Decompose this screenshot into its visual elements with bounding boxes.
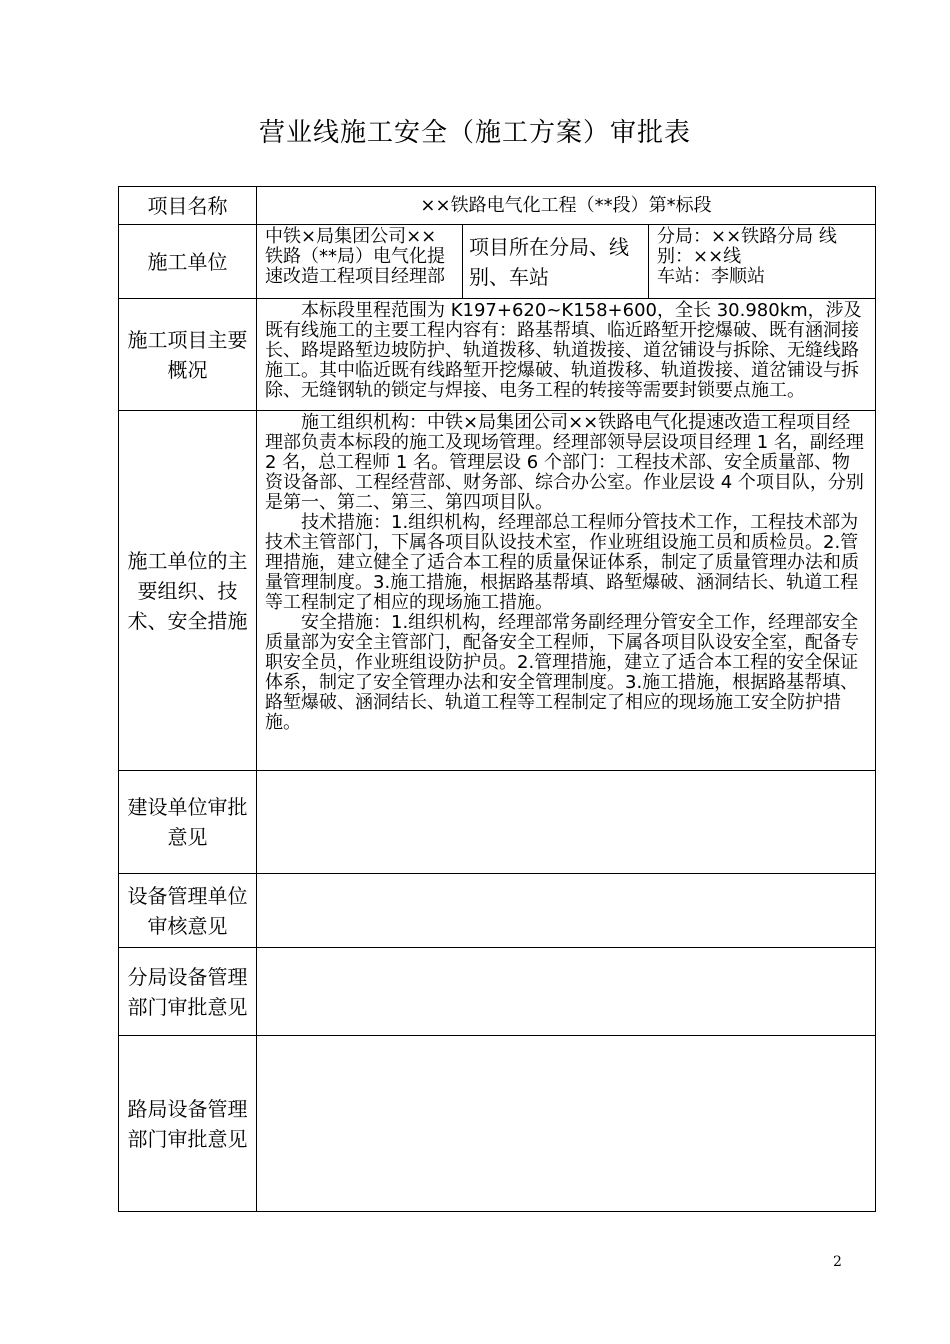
project-name-value: ××铁路电气化工程（**段）第*标段 [257,187,876,225]
row-overview [119,299,876,411]
row-measures [119,411,876,771]
measures-text [257,411,876,771]
row-bureau-approval [119,1036,876,1212]
construction-unit-label: 施工单位 [119,225,257,299]
row-owner-approval [119,771,876,874]
bureau-approval-value[interactable] [257,1036,876,1212]
branch-approval-value[interactable] [257,948,876,1036]
measures-safety-paragraph: 安全措施：1.组织机构，经理部常务副经理分管安全工作，经理部安全质量部为安全主管部门，配备安全工程师，下属各项目队设安全室，配备专职安全员，作业班组设防护员。2.管理措施，建立了适合本工程的安全保证体系，制定了安全管理办法和安全管理制度。3.施工措施，根据路基帮填、路堑爆破、涵洞结长、轨道工程等工程制定了相应的现场施工安全防护措施。 [265,612,859,733]
owner-approval-value[interactable] [257,771,876,874]
equipment-review-label: 设备管理单位审核意见 [119,874,257,948]
overview-label: 施工项目主要概况 [119,299,257,411]
owner-approval-label: 建设单位审批意见 [119,771,257,874]
bureau-approval-label: 路局设备管理部门审批意见 [119,1036,257,1212]
location-value-line-1: 分局：××铁路分局 线别：××线 [657,226,837,267]
measures-technical-paragraph: 技术措施：1.组织机构，经理部总工程师分管技术工作，工程技术部为技术主管部门，下属各项目队设技术室，作业班组设施工员和质检员。2.管理措施，建立健全了适合本工程的质量保证体系，制定了质量管理办法和质量管理制度。3.施工措施，根据路基帮填、路堑爆破、涵洞结长、轨道工程等工程制定了相应的现场施工措施。 [265,512,859,613]
row-equipment-review [119,874,876,948]
location-value [649,225,876,299]
location-label: 项目所在分局、线别、车站 [463,225,649,299]
construction-unit-value: 中铁×局集团公司××铁路（**局）电气化提速改造工程项目经理部 [257,225,463,299]
approval-form-table [118,186,876,1212]
row-construction-unit [119,225,876,299]
measures-organization-paragraph: 施工组织机构：中铁×局集团公司××铁路电气化提速改造工程项目经理部负责本标段的施工及现场管理。经理部领导层设项目经理 1 名，副经理 2 名，总工程师 1 名。管理层设 6 个部门：工程技术部、安全质量部、物资设备部、工程经营部、财务部、综合办公室。作业层设 4 个项目队，分别是第一、第二、第三、第四项目队。 [265,412,864,513]
branch-approval-label: 分局设备管理部门审批意见 [119,948,257,1036]
project-name-label: 项目名称 [119,187,257,225]
overview-text [257,299,876,411]
overview-paragraph: 本标段里程范围为 K197+620~K158+600，全长 30.980km，涉及既有线施工的主要工程内容有：路基帮填、临近路堑开挖爆破、既有涵洞接长、路堤路堑边坡防护、轨道拨移、轨道拨接、道岔铺设与拆除、无缝线路施工。其中临近既有线路堑开挖爆破、轨道拨移、轨道拨接、道岔铺设与拆除、无缝钢轨的锁定与焊接、电务工程的转接等需要封锁要点施工。 [265,300,862,401]
equipment-review-value[interactable] [257,874,876,948]
location-value-line-2: 车站：李顺站 [657,266,765,287]
page-number: 2 [833,1254,842,1270]
measures-label: 施工单位的主要组织、技术、安全措施 [119,411,257,771]
row-project-name [119,187,876,225]
row-branch-approval [119,948,876,1036]
form-title: 营业线施工安全（施工方案）审批表 [258,118,691,148]
